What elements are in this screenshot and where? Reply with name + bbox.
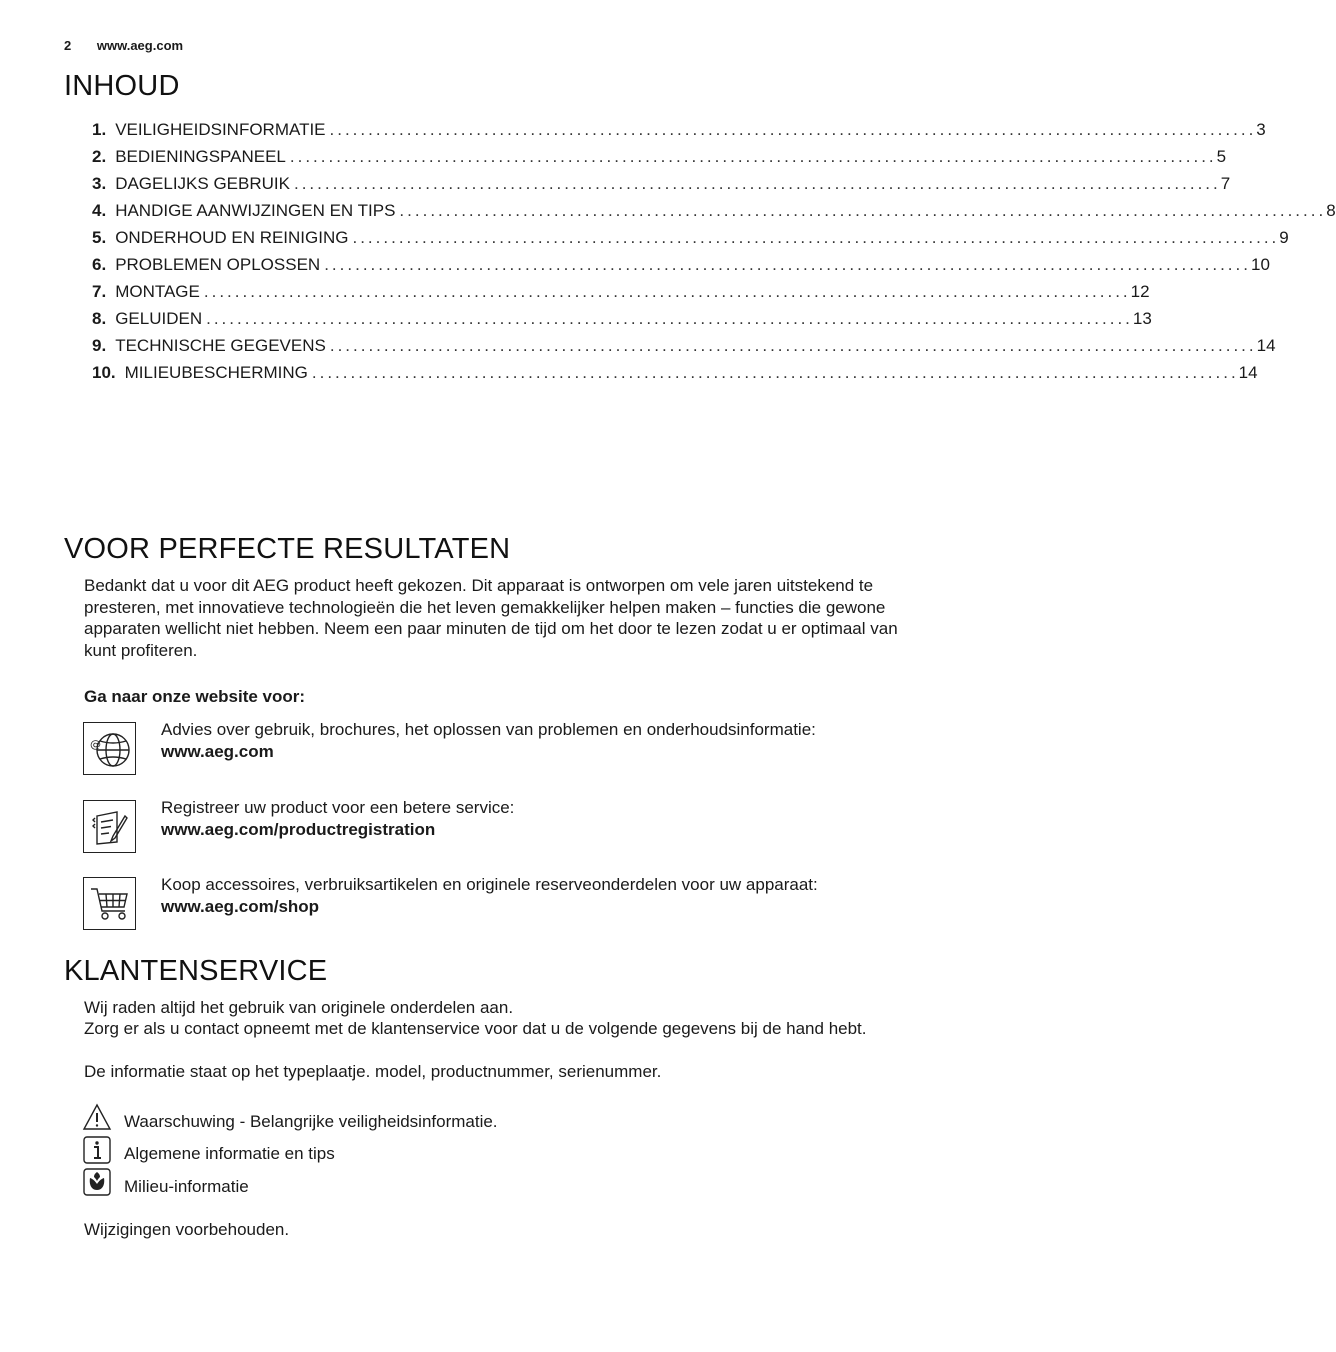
link-registration: Registreer uw product voor een betere service: www.aeg.com/productregistration xyxy=(161,797,881,840)
toc-item[interactable]: 4. HANDIGE AANWIJZINGEN EN TIPS ........................................................................................................................ 8 xyxy=(92,201,1336,220)
toc-item[interactable]: 10. MILIEUBESCHERMING ........................................................................................................................ 14 xyxy=(92,363,1258,382)
warning-icon xyxy=(83,1103,111,1131)
link-registration-url[interactable]: www.aeg.com/productregistration xyxy=(161,819,436,839)
link-shop: Koop accessoires, verbruiksartikelen en originele reserveonderdelen voor uw apparaat: www.aeg.com/shop xyxy=(161,874,881,917)
environment-label: Milieu-informatie xyxy=(124,1177,249,1196)
service-line-3: De informatie staat op het typeplaatje. model, productnummer, serienummer. xyxy=(84,1062,662,1081)
website-heading: Ga naar onze website voor: xyxy=(84,687,306,706)
site-url[interactable]: www.aeg.com xyxy=(96,38,184,53)
environment-icon xyxy=(83,1168,111,1196)
link-shop-url[interactable]: www.aeg.com/shop xyxy=(161,896,320,916)
toc-item[interactable]: 8. GELUIDEN ........................................................................................................................ 13 xyxy=(92,309,1152,328)
page-number: 2 xyxy=(64,38,72,53)
svg-text:@: @ xyxy=(89,737,101,751)
shopping-cart-icon xyxy=(83,877,136,930)
globe-icon xyxy=(83,722,136,775)
toc-item[interactable]: 2. BEDIENINGSPANEEL ........................................................................................................................ 5 xyxy=(92,147,1227,166)
info-icon xyxy=(83,1136,111,1164)
link-advice-url[interactable]: www.aeg.com xyxy=(161,741,274,761)
toc-item[interactable]: 6. PROBLEMEN OPLOSSEN ........................................................................................................................ 10 xyxy=(92,255,1270,274)
toc-item[interactable]: 9. TECHNISCHE GEGEVENS ........................................................................................................................ 14 xyxy=(92,336,1276,355)
toc-item[interactable]: 1. VEILIGHEIDSINFORMATIE ........................................................................................................................ 3 xyxy=(92,120,1266,139)
toc-item[interactable]: 3. DAGELIJKS GEBRUIK ........................................................................................................................ 7 xyxy=(92,174,1231,193)
results-intro: Bedankt dat u voor dit AEG product heeft gekozen. Dit apparaat is ontworpen om vele jaren uitstekend te presteren, met innovatieve technologieën die het leven gemakkelijker helpen maken – functies die gewone apparaten wellicht niet hebben. Neem een paar minuten de tijd om het door te lezen zodat u er optimaal van kunt profiteren. xyxy=(84,576,898,660)
info-label: Algemene informatie en tips xyxy=(124,1144,335,1163)
warning-label: Waarschuwing - Belangrijke veiligheidsinformatie. xyxy=(124,1112,498,1131)
results-title: VOOR PERFECTE RESULTATEN xyxy=(64,533,511,565)
footer-note: Wijzigingen voorbehouden. xyxy=(84,1220,290,1239)
service-line-1: Wij raden altijd het gebruik van originele onderdelen aan. xyxy=(84,998,514,1017)
service-line-2: Zorg er als u contact opneemt met de klantenservice voor dat u de volgende gegevens bij de hand hebt. xyxy=(84,1019,867,1038)
toc-item[interactable]: 7. MONTAGE ........................................................................................................................ 12 xyxy=(92,282,1150,301)
registration-icon xyxy=(83,800,136,853)
toc-item[interactable]: 5. ONDERHOUD EN REINIGING ........................................................................................................................ 9 xyxy=(92,228,1289,247)
table-of-contents xyxy=(92,120,1336,390)
toc-title: INHOUD xyxy=(64,70,180,102)
service-title: KLANTENSERVICE xyxy=(64,955,328,987)
link-advice: Advies over gebruik, brochures, het oplossen van problemen en onderhoudsinformatie: www.aeg.com xyxy=(161,719,881,762)
page-header xyxy=(64,38,183,53)
